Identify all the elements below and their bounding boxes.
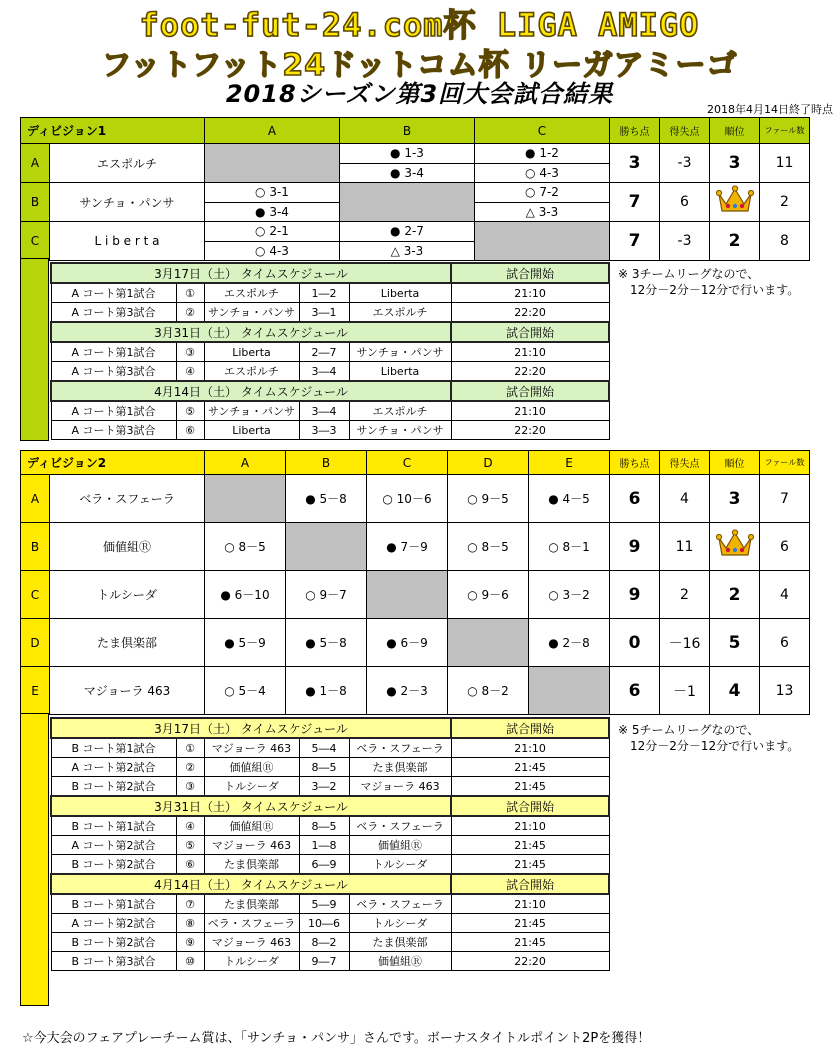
schedule-time: 21:10 [451,816,609,836]
schedule-home: トルシーダ [204,952,299,971]
schedule-time: 21:45 [451,777,609,797]
result-cell: ○ 10－6 [367,475,448,523]
schedule-score: 10―6 [299,914,349,933]
schedule-date-header [51,263,609,283]
schedule-time: 22:20 [451,952,609,971]
team-name: サンチョ・パンサ [50,183,205,222]
fouls-cell: 11 [760,144,810,183]
goal-diff-cell: 6 [660,183,710,222]
fouls-cell: 6 [760,523,810,571]
schedule-away: ベラ・スフェーラ [349,738,451,758]
column-header: B [340,118,475,144]
schedule-home: 価値組Ⓡ [204,758,299,777]
match-result: △ 3-3 [525,204,559,219]
title-line2: フットフット24ドットコム杯 リーガアミーゴ [101,48,738,83]
schedule-date-header [51,718,609,738]
schedule-away: Liberta [349,283,451,303]
schedule-no: ⑤ [176,836,204,855]
row-label: B [21,523,50,571]
column-header: A [205,118,340,144]
match-result: △ 3-3 [390,243,424,258]
title-line1: foot-fut-24.com杯 LIGA AMIGO [139,6,700,44]
schedule-court: A コート第1試合 [51,283,176,303]
schedule-home: ベラ・スフェーラ [204,914,299,933]
start-time-header: 試合開始 [451,874,609,894]
schedule-row [51,914,609,933]
standings-row [21,619,810,667]
division1-schedule-sidebar [20,258,49,441]
schedule-time: 21:45 [451,758,609,777]
rank-cell: 2 [710,222,760,261]
schedule-home: たま倶楽部 [204,894,299,914]
fair-play-footer: ☆今大会のフェアプレーチーム賞は、「サンチョ・パンサ」さんです。ボーナスタイトルポイント2Pを獲得！ [22,1031,651,1046]
row-label: A [21,475,50,523]
result-cell: ● 1－8 [286,667,367,715]
schedule-court: B コート第2試合 [51,777,176,797]
schedule-home: トルシーダ [204,777,299,797]
schedule-away: ベラ・スフェーラ [349,894,451,914]
schedule-date: 3月31日（土） タイムスケジュール [51,322,451,342]
result-cell [205,183,340,222]
standings-row [21,144,810,183]
points-cell: 9 [610,523,660,571]
rank-cell: 3 [710,144,760,183]
schedule-time: 22:20 [451,421,609,440]
team-name: ベラ・スフェーラ [50,475,205,523]
division1-schedule-table [50,262,610,440]
schedule-row [51,421,609,440]
schedule-score: 5―9 [299,894,349,914]
team-name: トルシーダ [50,571,205,619]
schedule-row [51,362,609,382]
schedule-court: A コート第3試合 [51,303,176,323]
schedule-home: Liberta [204,421,299,440]
column-header: C [367,451,448,475]
division2-note-line1: ※ 5チームリーグなので、 [618,723,760,737]
result-cell: ● 6－9 [367,619,448,667]
row-label: D [21,619,50,667]
schedule-court: B コート第1試合 [51,894,176,914]
result-cell [475,144,610,183]
row-label: A [21,144,50,183]
result-cell: ○ 8－1 [529,523,610,571]
rank-cell [710,183,760,222]
result-cell [340,183,475,222]
schedule-date-header [51,322,609,342]
fouls-cell: 4 [760,571,810,619]
schedule-row [51,894,609,914]
fouls-cell: 7 [760,475,810,523]
schedule-score: 1―2 [299,283,349,303]
match-result: ● 1-2 [475,144,609,164]
schedule-score: 3―4 [299,362,349,382]
schedule-time: 22:20 [451,303,609,323]
result-cell: ○ 9－5 [448,475,529,523]
division1-note-line1: ※ 3チームリーグなので、 [618,267,760,281]
division1-standings-table [20,117,810,261]
result-cell: ● 2－8 [529,619,610,667]
rank-cell: 3 [710,475,760,523]
schedule-row [51,836,609,855]
division2-schedule-table [50,717,610,971]
result-cell: ○ 9－6 [448,571,529,619]
result-cell: ○ 9－7 [286,571,367,619]
team-name: 価値組Ⓡ [50,523,205,571]
goal-diff-cell: －1 [660,667,710,715]
result-cell: ○ 5－4 [205,667,286,715]
schedule-court: B コート第1試合 [51,738,176,758]
match-result: ○ 4-3 [255,243,289,258]
schedule-away: Liberta [349,362,451,382]
schedule-home: 価値組Ⓡ [204,816,299,836]
schedule-away: サンチョ・パンサ [349,421,451,440]
schedule-home: サンチョ・パンサ [204,401,299,421]
goal-diff-cell: 11 [660,523,710,571]
schedule-row [51,758,609,777]
schedule-home: マジョーラ 463 [204,738,299,758]
result-cell [340,144,475,183]
division2-schedule-sidebar [20,713,49,1006]
schedule-score: 3―3 [299,421,349,440]
column-header: D [448,451,529,475]
schedule-row [51,342,609,362]
stat-header-points: 勝ち点 [610,451,660,475]
stat-header-rank: 順位 [710,118,760,144]
schedule-home: たま倶楽部 [204,855,299,875]
match-result: ● 3-4 [390,165,424,180]
schedule-no: ⑩ [176,952,204,971]
schedule-home: Liberta [204,342,299,362]
result-cell [205,144,340,183]
column-header: C [475,118,610,144]
team-name: L i b e r t a [50,222,205,261]
schedule-row [51,738,609,758]
rank-cell: 5 [710,619,760,667]
schedule-time: 21:45 [451,933,609,952]
match-result: ○ 7-2 [475,183,609,203]
fouls-cell: 6 [760,619,810,667]
schedule-time: 21:45 [451,914,609,933]
schedule-no: ⑥ [176,855,204,875]
column-header: E [529,451,610,475]
schedule-row [51,401,609,421]
start-time-header: 試合開始 [451,796,609,816]
schedule-time: 22:20 [451,362,609,382]
result-cell: ○ 8－2 [448,667,529,715]
team-name: たま倶楽部 [50,619,205,667]
start-time-header: 試合開始 [451,381,609,401]
schedule-no: ① [176,738,204,758]
start-time-header: 試合開始 [451,263,609,283]
schedule-time: 21:10 [451,283,609,303]
column-header: B [286,451,367,475]
schedule-score: 3―1 [299,303,349,323]
goal-diff-cell: 4 [660,475,710,523]
goal-diff-cell: 2 [660,571,710,619]
row-label: B [21,183,50,222]
points-cell: 3 [610,144,660,183]
row-label: C [21,571,50,619]
result-cell: ○ 8－5 [448,523,529,571]
stat-header-points: 勝ち点 [610,118,660,144]
schedule-court: A コート第2試合 [51,758,176,777]
team-name: エスポルチ [50,144,205,183]
result-cell [448,619,529,667]
match-result: ● 2-7 [340,222,474,242]
division2-standings-table [20,450,810,715]
schedule-row [51,303,609,323]
schedule-away: トルシーダ [349,914,451,933]
schedule-court: B コート第2試合 [51,855,176,875]
schedule-no: ① [176,283,204,303]
schedule-row [51,777,609,797]
start-time-header: 試合開始 [451,718,609,738]
goal-diff-cell: －16 [660,619,710,667]
schedule-score: 3―2 [299,777,349,797]
result-cell [205,475,286,523]
schedule-no: ⑧ [176,914,204,933]
schedule-away: エスポルチ [349,303,451,323]
schedule-no: ⑤ [176,401,204,421]
result-cell: ● 5－8 [286,475,367,523]
schedule-court: B コート第3試合 [51,952,176,971]
rank-cell [710,523,760,571]
schedule-no: ⑦ [176,894,204,914]
match-result: ○ 4-3 [525,165,559,180]
column-header: A [205,451,286,475]
row-label: E [21,667,50,715]
schedule-court: B コート第1試合 [51,816,176,836]
schedule-date: 4月14日（土） タイムスケジュール [51,381,451,401]
schedule-home: サンチョ・パンサ [204,303,299,323]
schedule-away: たま倶楽部 [349,933,451,952]
schedule-time: 21:10 [451,342,609,362]
schedule-no: ④ [176,362,204,382]
schedule-row [51,855,609,875]
schedule-away: ベラ・スフェーラ [349,816,451,836]
schedule-date: 3月17日（土） タイムスケジュール [51,718,451,738]
match-result: ● 3-4 [255,204,289,219]
schedule-row [51,952,609,971]
schedule-home: マジョーラ 463 [204,933,299,952]
schedule-time: 21:10 [451,738,609,758]
match-result: ○ 3-1 [205,183,339,203]
schedule-row [51,933,609,952]
schedule-court: A コート第3試合 [51,421,176,440]
schedule-away: サンチョ・パンサ [349,342,451,362]
schedule-score: 8―2 [299,933,349,952]
schedule-court: A コート第1試合 [51,401,176,421]
result-cell [286,523,367,571]
schedule-date: 4月14日（土） タイムスケジュール [51,874,451,894]
schedule-score: 1―8 [299,836,349,855]
crown-icon [716,185,754,215]
stat-header-fouls: ファール数 [760,451,810,475]
schedule-home: エスポルチ [204,362,299,382]
start-time-header: 試合開始 [451,322,609,342]
result-cell: ● 2－3 [367,667,448,715]
match-result: ○ 2-1 [205,222,339,242]
schedule-no: ② [176,758,204,777]
standings-row [21,183,810,222]
schedule-score: 8―5 [299,758,349,777]
points-cell: 6 [610,475,660,523]
points-cell: 0 [610,619,660,667]
schedule-home: エスポルチ [204,283,299,303]
schedule-away: たま倶楽部 [349,758,451,777]
result-cell [529,667,610,715]
as-of-date: 2018年4月14日終了時点 [707,103,833,116]
schedule-home: マジョーラ 463 [204,836,299,855]
stat-header-diff: 得失点 [660,118,710,144]
points-cell: 9 [610,571,660,619]
schedule-court: A コート第2試合 [51,836,176,855]
result-cell: ○ 8－5 [205,523,286,571]
schedule-score: 2―7 [299,342,349,362]
schedule-court: A コート第1試合 [51,342,176,362]
schedule-date-header [51,874,609,894]
division1-name: ディビジョン1 [21,118,205,144]
schedule-score: 8―5 [299,816,349,836]
rank-cell: 4 [710,667,760,715]
stat-header-rank: 順位 [710,451,760,475]
schedule-score: 3―4 [299,401,349,421]
fouls-cell: 13 [760,667,810,715]
schedule-away: 価値組Ⓡ [349,952,451,971]
crown-icon [716,529,754,559]
schedule-no: ② [176,303,204,323]
schedule-row [51,283,609,303]
row-label: C [21,222,50,261]
result-cell: ● 7－9 [367,523,448,571]
goal-diff-cell: -3 [660,144,710,183]
result-cell [367,571,448,619]
schedule-away: マジョーラ 463 [349,777,451,797]
rank-cell: 2 [710,571,760,619]
schedule-time: 21:10 [451,401,609,421]
standings-row [21,667,810,715]
schedule-court: A コート第2試合 [51,914,176,933]
schedule-score: 5―4 [299,738,349,758]
schedule-score: 9―7 [299,952,349,971]
stat-header-diff: 得失点 [660,451,710,475]
schedule-court: A コート第3試合 [51,362,176,382]
schedule-away: 価値組Ⓡ [349,836,451,855]
goal-diff-cell: -3 [660,222,710,261]
schedule-away: トルシーダ [349,855,451,875]
result-cell [340,222,475,261]
schedule-no: ③ [176,342,204,362]
schedule-no: ⑨ [176,933,204,952]
schedule-no: ③ [176,777,204,797]
schedule-no: ④ [176,816,204,836]
schedule-date: 3月17日（土） タイムスケジュール [51,263,451,283]
standings-row [21,222,810,261]
schedule-away: エスポルチ [349,401,451,421]
division1-note-line2: 12分－2分－12分で行います。 [630,283,800,297]
standings-row [21,571,810,619]
schedule-no: ⑥ [176,421,204,440]
schedule-time: 21:45 [451,836,609,855]
division2-note-line2: 12分－2分－12分で行います。 [630,739,800,753]
result-cell: ● 5－8 [286,619,367,667]
division2-name: ディビジョン2 [21,451,205,475]
result-cell [475,183,610,222]
schedule-date-header [51,381,609,401]
result-cell: ● 4－5 [529,475,610,523]
schedule-date-header [51,796,609,816]
result-cell [205,222,340,261]
title-line3: 2018シーズン第3回大会試合結果 [225,80,614,108]
standings-row [21,475,810,523]
points-cell: 7 [610,222,660,261]
schedule-row [51,816,609,836]
schedule-time: 21:10 [451,894,609,914]
schedule-date: 3月31日（土） タイムスケジュール [51,796,451,816]
schedule-time: 21:45 [451,855,609,875]
team-name: マジョーラ 463 [50,667,205,715]
result-cell [475,222,610,261]
result-cell: ● 5－9 [205,619,286,667]
result-cell: ● 6－10 [205,571,286,619]
schedule-score: 6―9 [299,855,349,875]
result-cell: ○ 3－2 [529,571,610,619]
fouls-cell: 2 [760,183,810,222]
stat-header-fouls: ファール数 [760,118,810,144]
standings-row [21,523,810,571]
points-cell: 7 [610,183,660,222]
match-result: ● 1-3 [340,144,474,164]
points-cell: 6 [610,667,660,715]
fouls-cell: 8 [760,222,810,261]
schedule-court: B コート第2試合 [51,933,176,952]
